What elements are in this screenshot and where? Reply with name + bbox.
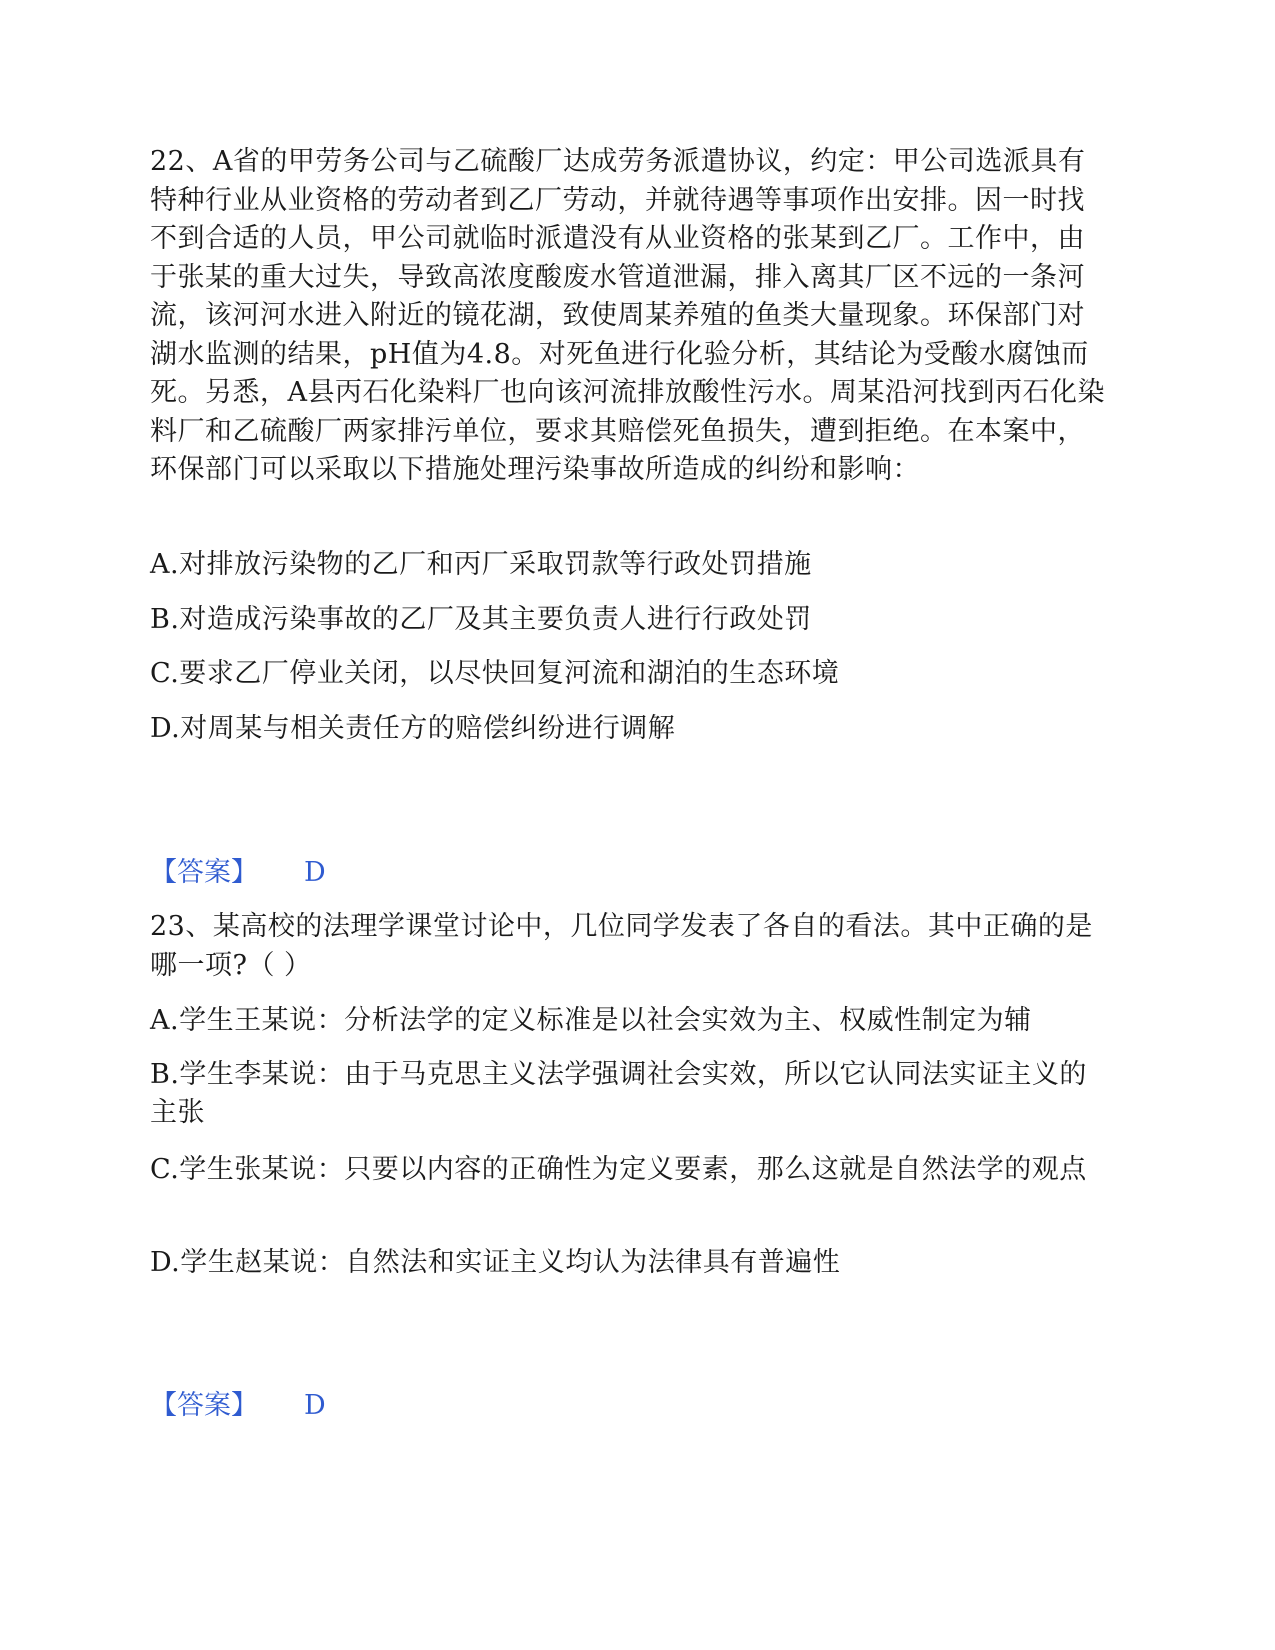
question-23-option-a: A.学生王某说：分析法学的定义标准是以社会实效为主、权威性制定为辅	[150, 1005, 1032, 1036]
question-22-stem: 22、A省的甲劳务公司与乙硫酸厂达成劳务派遣协议，约定：甲公司选派具有特种行业从业资格的劳动者到乙厂劳动，并就待遇等事项作出安排。因一时找不到合适的人员，甲公司就临时派遣没有从业资格的张某到乙厂。工作中，由于张某的重大过失，导致高浓度酸废水管道泄漏，排入离其厂区不远的一条河流，该河河水进入附近的镜花湖，致使周某养殖的鱼类大量现象。环保部门对湖水监测的结果，pH值为4.8。对死鱼进行化验分析，其结论为受酸水腐蚀而死。另悉，A县丙石化染料厂也向该河流排放酸性污水。周某沿河找到丙石化染料厂和乙硫酸厂两家排污单位，要求其赔偿死鱼损失，遭到拒绝。在本案中，环保部门可以采取以下措施处理污染事故所造成的纠纷和影响：	[150, 146, 1105, 485]
question-23-option-d: D.学生赵某说：自然法和实证主义均认为法律具有普遍性	[150, 1247, 841, 1278]
question-23-stem: 23、某高校的法理学课堂讨论中，几位同学发表了各自的看法。其中正确的是哪一项?（ ）	[150, 911, 1093, 981]
answer-value: D	[304, 1390, 326, 1421]
question-22-option-b: B.对造成污染事故的乙厂及其主要负责人进行行政处罚	[150, 604, 812, 635]
question-23-answer	[150, 1388, 326, 1424]
question-22-option-c: C.要求乙厂停业关闭，以尽快回复河流和湖泊的生态环境	[150, 658, 840, 689]
answer-label: 【答案】	[150, 1390, 258, 1421]
question-22-option-d: D.对周某与相关责任方的赔偿纠纷进行调解	[150, 713, 676, 744]
question-22-answer	[150, 855, 326, 891]
answer-label: 【答案】	[150, 857, 258, 888]
question-22-option-a: A.对排放污染物的乙厂和丙厂采取罚款等行政处罚措施	[150, 549, 812, 580]
answer-value: D	[304, 857, 326, 888]
question-23-option-c: C.学生张某说：只要以内容的正确性为定义要素，那么这就是自然法学的观点	[150, 1154, 1087, 1185]
question-23-option-b: B.学生李某说：由于马克思主义法学强调社会实效，所以它认同法实证主义的主张	[150, 1059, 1087, 1128]
